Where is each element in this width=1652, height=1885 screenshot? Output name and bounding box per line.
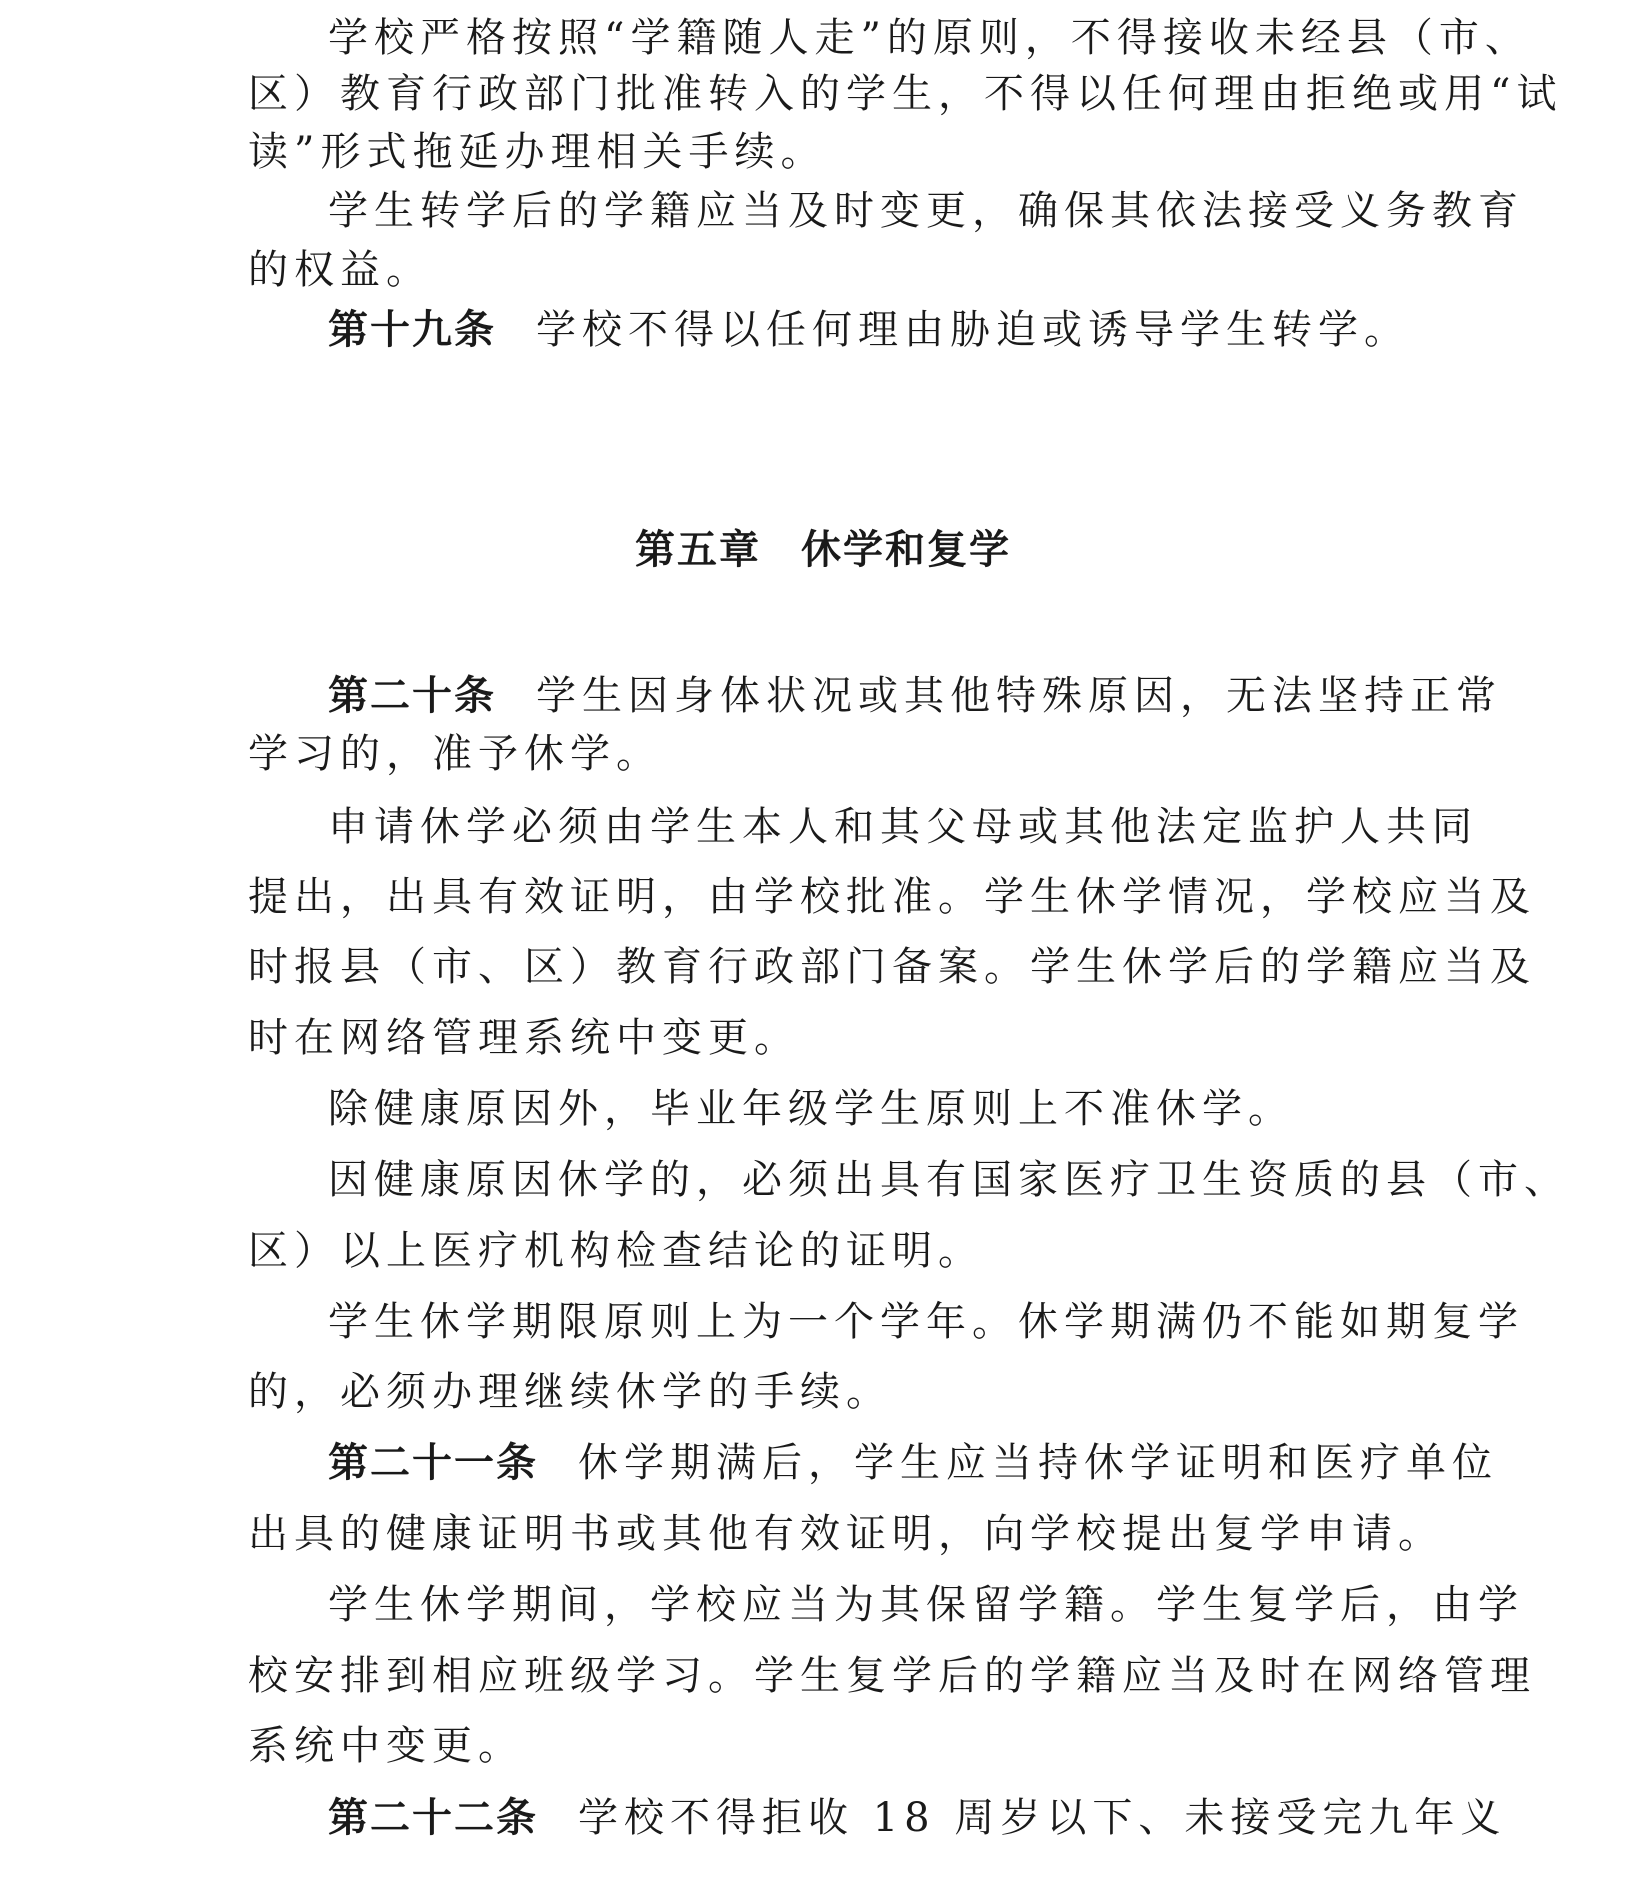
paragraph-line: 系统中变更。	[248, 1723, 524, 1769]
paragraph-line: 区）以上医疗机构检查结论的证明。	[248, 1228, 984, 1274]
paragraph-line: 学校严格按照“学籍随人走”的原则，不得接收未经县（市、	[328, 15, 1531, 61]
article-label: 第二十一条	[328, 1440, 538, 1486]
paragraph-line: 因健康原因休学的，必须出具有国家医疗卫生资质的县（市、	[328, 1157, 1570, 1203]
article-text: 学校不得拒收 18 周岁以下、未接受完九年义	[578, 1795, 1507, 1841]
article-label: 第十九条	[328, 307, 496, 353]
paragraph-line: 的权益。	[248, 247, 432, 293]
paragraph-line: 提出，出具有效证明，由学校批准。学生休学情况，学校应当及	[248, 874, 1536, 920]
article-label: 第二十二条	[328, 1795, 538, 1841]
paragraph-line: 区）教育行政部门批准转入的学生，不得以任何理由拒绝或用“试	[248, 71, 1563, 117]
article-label: 第二十条	[328, 673, 496, 719]
paragraph-line: 读”形式拖延办理相关手续。	[248, 129, 827, 175]
paragraph-line: 校安排到相应班级学习。学生复学后的学籍应当及时在网络管理	[248, 1653, 1536, 1699]
paragraph-line: 出具的健康证明书或其他有效证明，向学校提出复学申请。	[248, 1511, 1444, 1557]
paragraph-line: 时报县（市、区）教育行政部门备案。学生休学后的学籍应当及	[248, 944, 1536, 990]
paragraph-line: 学习的，准予休学。	[248, 731, 662, 777]
article-text: 休学期满后，学生应当持休学证明和医疗单位	[578, 1440, 1498, 1486]
paragraph-line: 学生转学后的学籍应当及时变更，确保其依法接受义务教育	[328, 188, 1524, 234]
paragraph-line: 学生休学期限原则上为一个学年。休学期满仍不能如期复学	[328, 1299, 1524, 1345]
paragraph-line: 时在网络管理系统中变更。	[248, 1015, 800, 1061]
article-20	[248, 666, 1502, 726]
paragraph-line: 学生休学期间，学校应当为其保留学籍。学生复学后，由学	[328, 1582, 1524, 1628]
paragraph-line: 申请休学必须由学生本人和其父母或其他法定监护人共同	[328, 804, 1478, 850]
article-text: 学校不得以任何理由胁迫或诱导学生转学。	[536, 307, 1410, 353]
chapter-title: 休学和复学	[801, 527, 1011, 573]
article-21	[248, 1433, 1498, 1493]
article-19	[248, 300, 1410, 360]
paragraph-line: 的，必须办理继续休学的手续。	[248, 1369, 892, 1415]
paragraph-line: 除健康原因外，毕业年级学生原则上不准休学。	[328, 1086, 1294, 1132]
chapter-heading	[248, 520, 1398, 580]
article-text: 学生因身体状况或其他特殊原因，无法坚持正常	[536, 673, 1502, 719]
article-22	[248, 1788, 1507, 1848]
chapter-number: 第五章	[635, 527, 761, 573]
